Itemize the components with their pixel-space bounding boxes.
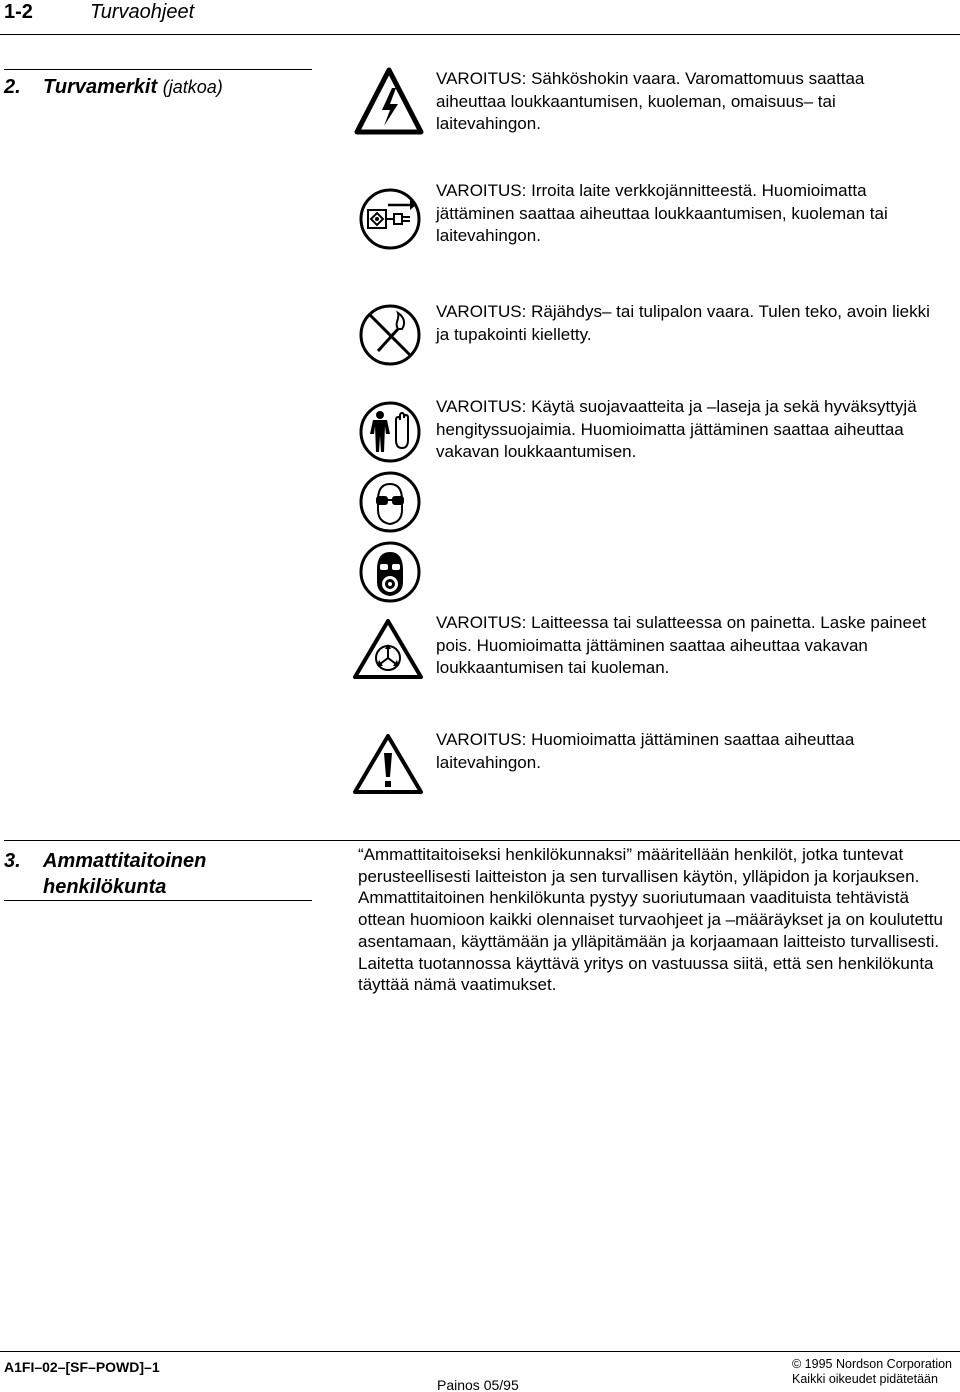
warning-text: Irroita laite verkkojännitteestä. Huomioimatta jättäminen saattaa aiheuttaa loukkaantumisen, kuoleman tai laitevahingon. — [436, 181, 888, 246]
section-heading-underline — [4, 900, 312, 901]
warning-text: Käytä suojavaatteita ja –laseja ja sekä hyväksyttyjä hengityssuojaimia. Huomioimatta jättäminen saattaa aiheuttaa vakavan loukkaantumisen. — [436, 397, 917, 462]
copyright-text: © 1995 Nordson Corporation — [792, 1357, 952, 1371]
section-divider — [4, 69, 312, 70]
section-title — [43, 74, 223, 100]
copyright-block — [792, 1357, 952, 1387]
respirator-icon — [358, 540, 422, 604]
header-divider — [0, 34, 960, 35]
section-subtitle: (jatkoa) — [162, 77, 223, 97]
warning-electric-shock — [436, 68, 926, 136]
warning-label: VAROITUS: — [436, 613, 527, 632]
footer-divider — [0, 1351, 960, 1352]
warning-text: Laitteessa tai sulatteessa on painetta. Laske paineet pois. Huomioimatta jättäminen saattaa aiheuttaa vakavan loukkaantumisen tai kuoleman. — [436, 613, 927, 678]
rights-text: Kaikki oikeudet pidätetään — [792, 1372, 938, 1386]
document-code: A1FI–02–[SF–POWD]–1 — [4, 1359, 160, 1375]
section-title-text: Turvamerkit — [43, 76, 158, 98]
section-divider — [4, 840, 960, 841]
warning-pressure — [436, 612, 936, 680]
warning-text: Sähköshokin vaara. Varomattomuus saattaa aiheuttaa loukkaantumisen, kuoleman, omaisuus– tai laitevahingon. — [436, 69, 865, 134]
warning-label: VAROITUS: — [436, 69, 527, 88]
warning-protective-gear — [436, 396, 936, 464]
warning-disconnect-power — [436, 180, 936, 248]
edition-label: Painos 05/95 — [437, 1377, 519, 1392]
warning-equipment-damage — [436, 729, 936, 774]
warning-fire-explosion — [436, 301, 936, 346]
exclamation-triangle-icon — [352, 733, 424, 795]
disconnect-power-icon — [358, 187, 422, 251]
warning-text: Huomioimatta jättäminen saattaa aiheuttaa laitevahingon. — [436, 730, 855, 772]
electric-shock-triangle-icon — [354, 66, 424, 136]
warning-label: VAROITUS: — [436, 397, 527, 416]
safety-glasses-icon — [358, 470, 422, 534]
section-title: Ammattitaitoinen henkilökunta — [43, 850, 207, 898]
warning-label: VAROITUS: — [436, 302, 527, 321]
page-number: 1-2 — [4, 1, 33, 23]
no-open-flame-icon — [358, 303, 422, 367]
section-body-text: “Ammattitaitoiseksi henkilökunnaksi” määritellään henkilöt, jotka tuntevat perusteellisesti laitteiston ja sen turvallisen käytön, ylläpidon ja korjauksen. Ammattitaitoinen henkilökunta pystyy suoriutumaan vaadituista tehtävistä ottean huomioon kaikki olennaiset turvaohjeet ja –määräykset ja on koulutettu asentamaan, käyttämään ja ylläpitämään ja korjaamaan laitteisto turvallisesti. Laitetta tuotannossa käyttävä yritys on vastuussa siitä, että sen henkilökunta täyttää nämä vaatimukset. — [358, 845, 943, 995]
warning-text: Räjähdys– tai tulipalon vaara. Tulen teko, avoin liekki ja tupakointi kielletty. — [436, 302, 930, 344]
pressure-triangle-icon — [352, 618, 424, 680]
section-number: 2. — [4, 76, 21, 98]
warning-label: VAROITUS: — [436, 730, 527, 749]
chapter-title: Turvaohjeet — [90, 1, 195, 23]
section-number: 3. — [4, 850, 21, 872]
protective-clothing-icon — [358, 400, 422, 464]
warning-label: VAROITUS: — [436, 181, 527, 200]
